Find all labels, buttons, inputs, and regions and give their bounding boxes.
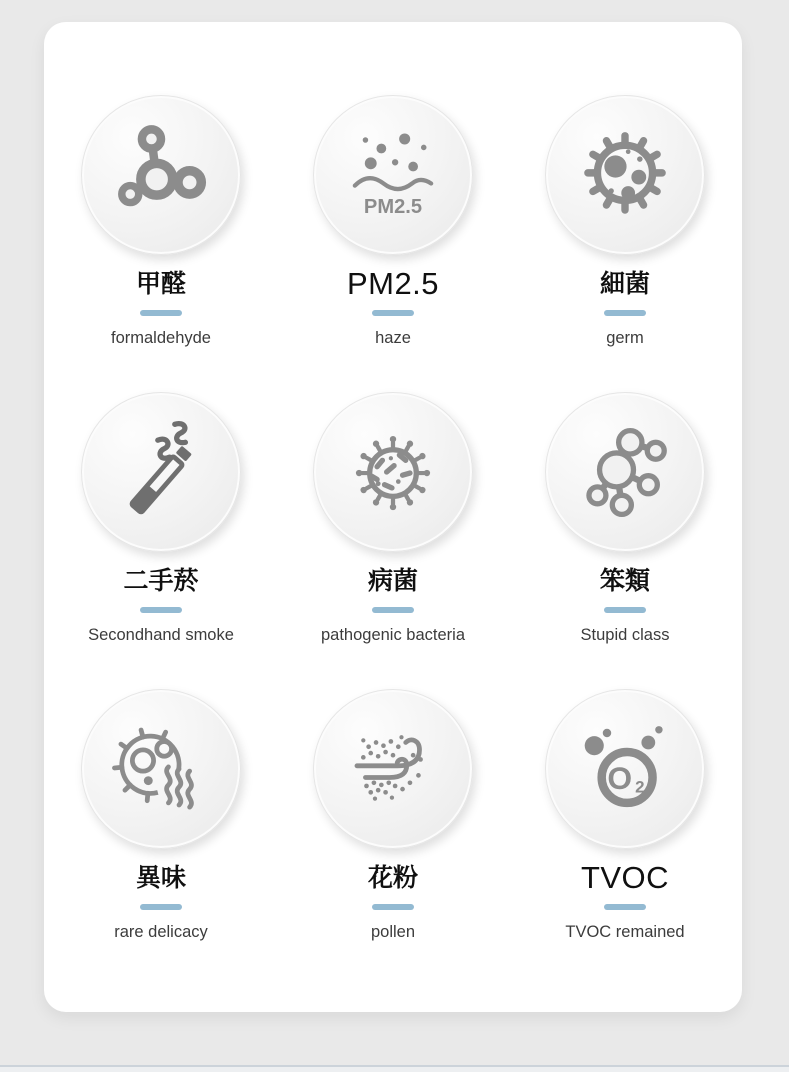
pollutant-item-tvoc — [509, 689, 741, 986]
o2-icon-label-o: O — [607, 760, 633, 797]
pollutant-title: 二手菸 — [123, 567, 199, 595]
pollutant-title: 細菌 — [599, 270, 650, 298]
icon-disc — [545, 95, 705, 255]
icon-disc — [545, 689, 705, 849]
pollutant-item-secondhand-smoke — [45, 392, 277, 689]
pollutant-title: 異味 — [135, 864, 186, 892]
o2-bubbles-icon — [572, 716, 678, 822]
pollutant-title: TVOC — [580, 860, 670, 895]
pollutant-item-pollen — [277, 689, 509, 986]
divider — [140, 310, 182, 316]
pollutant-title: PM2.5 — [346, 266, 440, 301]
cigarette-smoke-icon — [108, 419, 214, 525]
pm25-icon-label: PM2.5 — [363, 196, 423, 219]
divider — [604, 904, 646, 910]
pollutant-title: 花粉 — [367, 864, 418, 892]
pollutant-subtitle: Secondhand smoke — [88, 626, 234, 644]
pollutant-subtitle: pathogenic bacteria — [320, 626, 466, 644]
icon-disc — [545, 392, 705, 552]
divider — [140, 607, 182, 613]
divider — [140, 904, 182, 910]
pollutant-item-pathogenic-bacteria — [277, 392, 509, 689]
divider — [372, 310, 414, 316]
pollutants-card — [44, 22, 742, 1012]
icon-disc — [313, 689, 473, 849]
next-section-edge — [0, 1065, 789, 1072]
divider — [604, 607, 646, 613]
pollutant-item-pm25 — [277, 95, 509, 392]
virus-icon — [340, 419, 446, 525]
icon-disc — [81, 689, 241, 849]
pollen-wind-icon — [340, 716, 446, 822]
divider — [372, 904, 414, 910]
pollutant-title: 病菌 — [367, 567, 418, 595]
pollutant-subtitle: haze — [375, 329, 411, 347]
pollutant-item-formaldehyde — [45, 95, 277, 392]
icon-disc — [313, 95, 473, 255]
pollutant-title: 甲醛 — [135, 270, 186, 298]
pollutant-title: 笨類 — [599, 567, 650, 595]
pollutant-subtitle: TVOC remained — [565, 923, 685, 941]
pollutant-item-odor — [45, 689, 277, 986]
pollutant-item-germ — [509, 95, 741, 392]
divider — [604, 310, 646, 316]
o2-icon-label-sub: 2 — [635, 777, 645, 797]
pollutant-subtitle: germ — [606, 329, 644, 347]
pollutant-subtitle: pollen — [370, 923, 416, 941]
pollutant-item-benzene — [509, 392, 741, 689]
formaldehyde-molecule-icon — [108, 122, 214, 228]
icon-disc — [313, 392, 473, 552]
pm25-particles-icon — [340, 122, 446, 228]
odor-microbe-icon — [108, 716, 214, 822]
icon-disc — [81, 95, 241, 255]
pollutant-subtitle: Stupid class — [580, 626, 670, 644]
pollutant-subtitle: formaldehyde — [111, 329, 211, 347]
pollutants-grid — [44, 22, 742, 986]
pollutant-subtitle: rare delicacy — [114, 923, 208, 941]
benzene-molecule-icon — [572, 419, 678, 525]
divider — [372, 607, 414, 613]
icon-disc — [81, 392, 241, 552]
germ-icon — [572, 122, 678, 228]
